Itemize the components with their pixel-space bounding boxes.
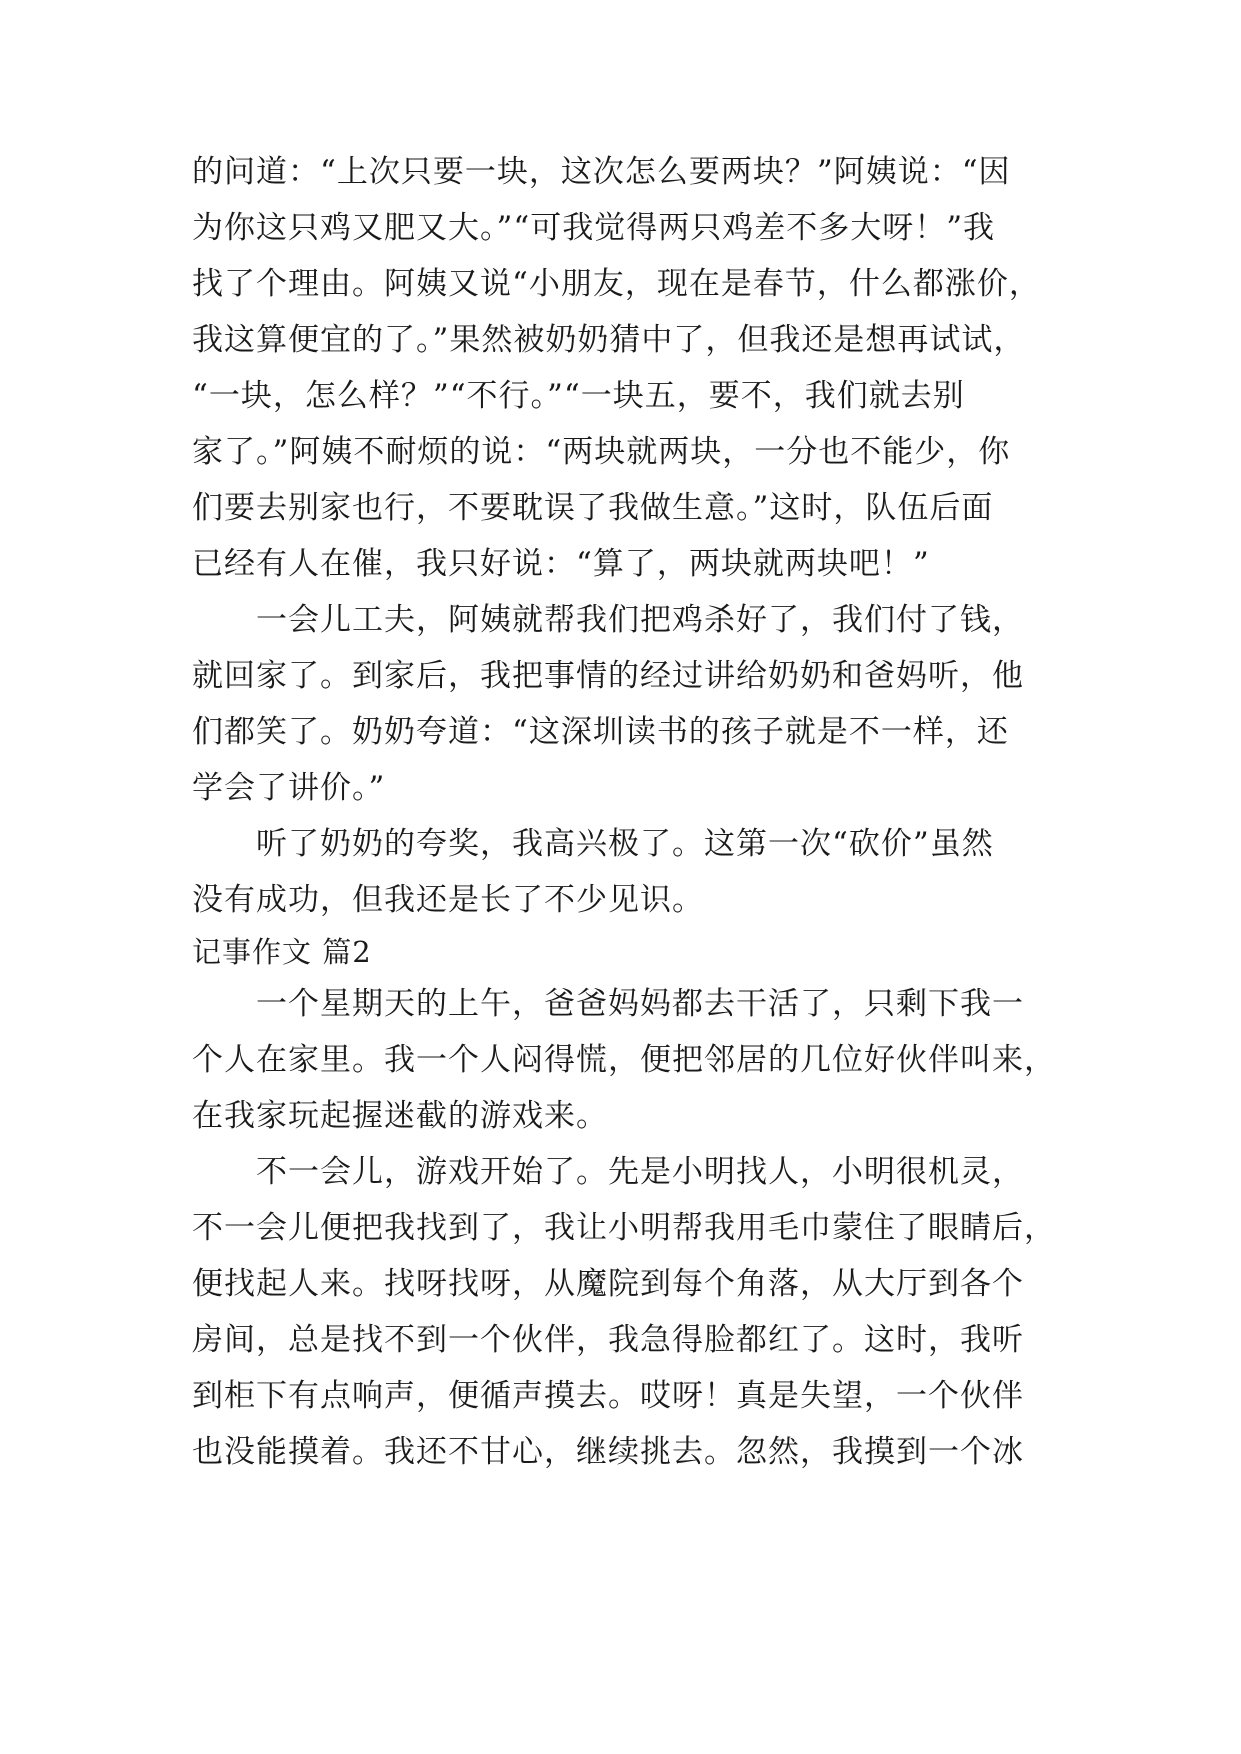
text-line: 个人在家里。我一个人闷得慌，便把邻居的几位好伙伴叫来， [192,1042,1056,1078]
text-line: 找了个理由。阿姨又说“小朋友，现在是春节，什么都涨价， [192,266,1041,302]
text-line: 的问道：“上次只要一块，这次怎么要两块？”阿姨说：“因 [192,154,1011,190]
text-line: 不一会儿，游戏开始了。先是小明找人，小明很机灵， [192,1154,1024,1190]
text-line: 学会了讲价。” [192,770,386,806]
text-line: 不一会儿便把我找到了，我让小明帮我用毛巾蒙住了眼睛后， [192,1210,1056,1246]
text-line: 也没能摸着。我还不甘心，继续挑去。忽然，我摸到一个冰 [192,1434,1024,1470]
section-heading: 记事作文 篇2 [192,935,372,969]
text-line: 一个星期天的上午，爸爸妈妈都去干活了，只剩下我一 [192,986,1024,1022]
text-line: 到柜下有点响声，便循声摸去。哎呀！真是失望，一个伙伴 [192,1378,1024,1414]
text-line: 为你这只鸡又肥又大。”“可我觉得两只鸡差不多大呀！”我 [192,210,996,246]
text-line: 便找起人来。找呀找呀，从魔院到每个角落，从大厅到各个 [192,1266,1024,1302]
text-line: 就回家了。到家后，我把事情的经过讲给奶奶和爸妈听，他 [192,658,1024,694]
text-line: 们要去别家也行，不要耽误了我做生意。”这时，队伍后面 [192,490,994,526]
text-line: 房间，总是找不到一个伙伴，我急得脸都红了。这时，我听 [192,1322,1024,1358]
text-line: 我这算便宜的了。”果然被奶奶猜中了，但我还是想再试试， [192,322,1026,358]
text-line: 听了奶奶的夸奖，我高兴极了。这第一次“砍价”虽然 [192,826,994,862]
text-line: “一块，怎么样？”“不行。”“一块五，要不，我们就去别 [192,378,965,414]
text-line: 在我家玩起握迷截的游戏来。 [192,1098,608,1134]
text-line: 一会儿工夫，阿姨就帮我们把鸡杀好了，我们付了钱， [192,602,1024,638]
text-line: 们都笑了。奶奶夸道：“这深圳读书的孩子就是不一样，还 [192,714,1009,750]
text-line: 已经有人在催，我只好说：“算了，两块就两块吧！” [192,546,930,582]
text-line: 家了。”阿姨不耐烦的说：“两块就两块，一分也不能少，你 [192,434,1011,470]
text-line: 没有成功，但我还是长了不少见识。 [192,882,704,918]
